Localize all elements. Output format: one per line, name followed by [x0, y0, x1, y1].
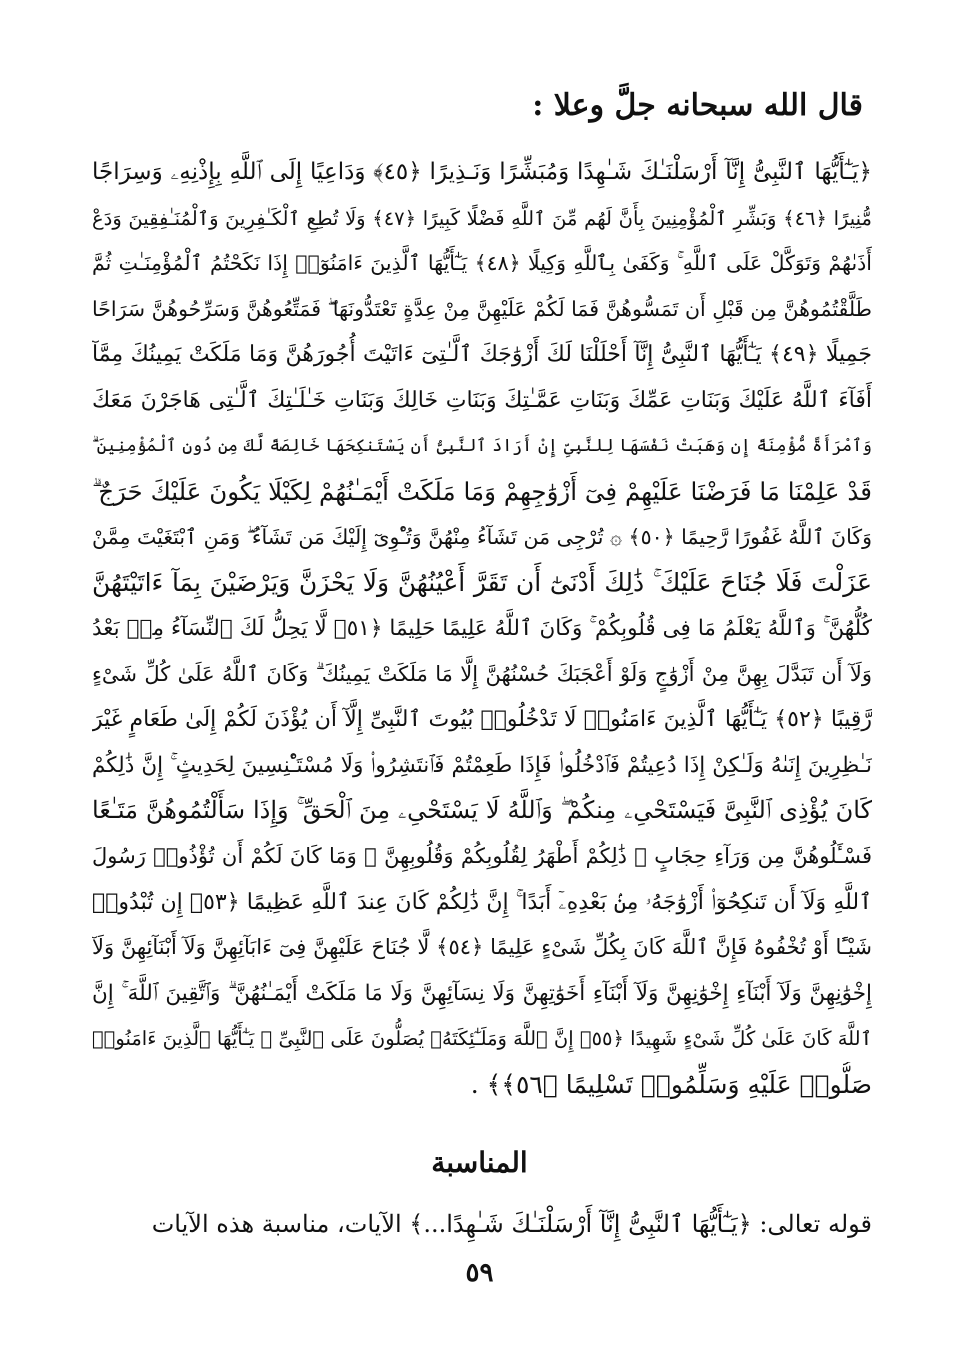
verse-line: كُلُّهُنَّ ۚ وَٱللَّهُ يَعْلَمُ مَا فِى قُلُوبِكُمْ ۚ وَكَانَ ٱللَّهُ عَلِيمًا حَلِيمًا ﴿٥١﴾ لَّا يَحِلُّ لَكَ ٱلنِّسَآءُ مِنۢ بَعْدُ — [92, 615, 872, 641]
verse-line: كَانَ يُؤْذِى ٱلنَّبِىَّ فَيَسْتَحْىِۦ مِنكُمْ ۖ وَٱللَّهُ لَا يَسْتَحْىِۦ مِنَ ٱلْحَقِّ ۚ وَإِذَا سَأَلْتُمُوهُنَّ مَتَـٰعًا — [92, 796, 872, 825]
verse-line: ٱللَّهِ وَلَآ أَن تَنكِحُوٓا۟ أَزْوَٰجَهُۥ مِنۢ بَعْدِهِۦٓ أَبَدًا ۚ إِنَّ ذَٰلِكُمْ كَانَ عِندَ ٱللَّهِ عَظِيمًا ﴿٥٣﴾ إِن تُبْدُوا۟ — [92, 889, 872, 915]
verse-line: ٱللَّهَ كَانَ عَلَىٰ كُلِّ شَىْءٍ شَهِيدًا ﴿٥٥﴾ إِنَّ ٱللَّهَ وَمَلَـٰٓئِكَتَهُۥ يُصَلُّونَ عَلَى ٱلنَّبِىِّ ۚ يَـٰٓأَيُّهَا ٱلَّذِينَ ءَامَنُوا۟ — [92, 1027, 872, 1051]
verse-line: أَذَىٰهُمْ وَتَوَكَّلْ عَلَى ٱللَّهِ ۚ وَكَفَىٰ بِٱللَّهِ وَكِيلًا ﴿٤٨﴾ يَـٰٓأَيُّهَا ٱلَّذِينَ ءَامَنُوٓا۟ إِذَا نَكَحْتُمُ ٱلْمُؤْمِنَـٰتِ ثُمَّ — [92, 251, 872, 276]
verse-line: طَلَّقْتُمُوهُنَّ مِن قَبْلِ أَن تَمَسُّوهُنَّ فَمَا لَكُمْ عَلَيْهِنَّ مِنْ عِدَّةٍ تَعْتَدُّونَهَا ۖ فَمَتِّعُوهُنَّ وَسَرِّحُوهُنَّ سَرَاحًا — [92, 296, 872, 321]
commentary-text: قوله تعالى: ﴿يَـٰٓأَيُّهَا ٱلنَّبِىُّ إِنَّآ أَرْسَلْنَـٰكَ شَـٰهِدًا...﴾ الآيات، مناسبة هذه الآيات — [151, 1210, 872, 1238]
verse-line: نَـٰظِرِينَ إِنَىٰهُ وَلَـٰكِنْ إِذَا دُعِيتُمْ فَٱدْخُلُوا۟ فَإِذَا طَعِمْتُمْ فَٱنتَشِرُوا۟ وَلَا مُسْتَـْٔنِسِينَ لِحَدِيثٍ ۚ إِنَّ ذَٰلِكُمْ — [92, 752, 872, 778]
verse-line: صَلُّوا۟ عَلَيْهِ وَسَلِّمُوا۟ تَسْلِيمًا ﴿٥٦﴾﴾ . — [470, 1069, 872, 1099]
page-number: ٥٩ — [465, 1258, 494, 1288]
quran-verses-block — [92, 150, 872, 1107]
verse-line: مُّنِيرًا ﴿٤٦﴾ وَبَشِّرِ ٱلْمُؤْمِنِينَ بِأَنَّ لَهُم مِّنَ ٱللَّهِ فَضْلًا كَبِيرًا ﴿٤٧﴾ وَلَا تُطِعِ ٱلْكَـٰفِرِينَ وَٱلْمُنَـٰفِقِينَ وَدَعْ — [92, 206, 872, 230]
page-heading: قال الله سبحانه جلَّ وعلا : — [532, 88, 863, 123]
verse-line: شَيْـًٔا أَوْ تُخْفُوهُ فَإِنَّ ٱللَّهَ كَانَ بِكُلِّ شَىْءٍ عَلِيمًا ﴿٥٤﴾ لَّا جُنَاحَ عَلَيْهِنَّ فِىٓ ءَابَآئِهِنَّ وَلَآ أَبْنَآئِهِنَّ وَلَآ — [92, 935, 872, 960]
verse-line: إِخْوَٰنِهِنَّ وَلَآ أَبْنَآءِ إِخْوَٰنِهِنَّ وَلَآ أَبْنَآءِ أَخَوَٰتِهِنَّ وَلَا نِسَآئِهِنَّ وَلَا مَا مَلَكَتْ أَيْمَـٰنُهُنَّ ۗ وَٱتَّقِينَ ٱللَّهَ ۚ إِنَّ — [92, 980, 872, 1006]
verse-line: قَدْ عَلِمْنَا مَا فَرَضْنَا عَلَيْهِمْ فِىٓ أَزْوَٰجِهِمْ وَمَا مَلَكَتْ أَيْمَـٰنُهُمْ لِكَيْلَا يَكُونَ عَلَيْكَ حَرَجٌ ۗ — [92, 477, 872, 507]
verse-line: وَكَانَ ٱللَّهُ غَفُورًا رَّحِيمًا ﴿٥٠﴾ ۞ تُرْجِى مَن تَشَآءُ مِنْهُنَّ وَتُـْٔوِىٓ إِلَيْكَ مَن تَشَآءُ ۖ وَمَنِ ٱبْتَغَيْتَ مِمَّنْ — [92, 524, 872, 549]
verse-line: جَمِيلًا ﴿٤٩﴾ يَـٰٓأَيُّهَا ٱلنَّبِىُّ إِنَّآ أَحْلَلْنَا لَكَ أَزْوَٰجَكَ ٱلَّـٰتِىٓ ءَاتَيْتَ أُجُورَهُنَّ وَمَا مَلَكَتْ يَمِينُكَ مِمَّآ — [92, 342, 872, 368]
verse-line: فَسْـَٔلُوهُنَّ مِن وَرَآءِ حِجَابٍ ۚ ذَٰلِكُمْ أَطْهَرُ لِقُلُوبِكُمْ وَقُلُوبِهِنَّ ۚ وَمَا كَانَ لَكُمْ أَن تُؤْذُوا۟ رَسُولَ — [92, 843, 872, 868]
verse-line: أَفَآءَ ٱللَّهُ عَلَيْكَ وَبَنَاتِ عَمِّكَ وَبَنَاتِ عَمَّـٰتِكَ وَبَنَاتِ خَالِكَ وَبَنَاتِ خَـٰلَـٰتِكَ ٱلَّـٰتِى هَاجَرْنَ مَعَكَ — [92, 387, 872, 413]
verse-line: وَلَآ أَن تَبَدَّلَ بِهِنَّ مِنْ أَزْوَٰجٍ وَلَوْ أَعْجَبَكَ حُسْنُهُنَّ إِلَّا مَا مَلَكَتْ يَمِينُكَ ۗ وَكَانَ ٱللَّهُ عَلَىٰ كُلِّ شَىْءٍ — [92, 661, 872, 686]
verse-line: وَٱمْرَأَةً مُّؤْمِنَةً إِن وَهَبَتْ نَفْسَهَا لِلنَّبِىِّ إِنْ أَرَادَ ٱلنَّبِىُّ أَن يَسْتَنكِحَهَا خَالِصَةً لَّكَ مِن دُونِ ٱلْمُؤْمِنِينَ ۗ — [92, 435, 872, 456]
verse-line: ﴿يَـٰٓأَيُّهَا ٱلنَّبِىُّ إِنَّآ أَرْسَلْنَـٰكَ شَـٰهِدًا وَمُبَشِّرًا وَنَـذِيرًا ﴿٤٥﴾ وَدَاعِيًا إِلَى ٱللَّهِ بِإِذْنِهِۦ وَسِرَاجًا — [92, 159, 872, 185]
section-title: المناسبة — [431, 1146, 528, 1179]
verse-line: رَّقِيبًا ﴿٥٢﴾ يَـٰٓأَيُّهَا ٱلَّذِينَ ءَامَنُوا۟ لَا تَدْخُلُوا۟ بُيُوتَ ٱلنَّبِىِّ إِلَّآ أَن يُؤْذَنَ لَكُمْ إِلَىٰ طَعَامٍ غَيْرَ — [92, 707, 872, 733]
verse-line: عَزَلْتَ فَلَا جُنَاحَ عَلَيْكَ ۚ ذَٰلِكَ أَدْنَىٰٓ أَن تَقَرَّ أَعْيُنُهُنَّ وَلَا يَحْزَنَّ وَيَرْضَيْنَ بِمَآ ءَاتَيْتَهُنَّ — [92, 568, 872, 598]
